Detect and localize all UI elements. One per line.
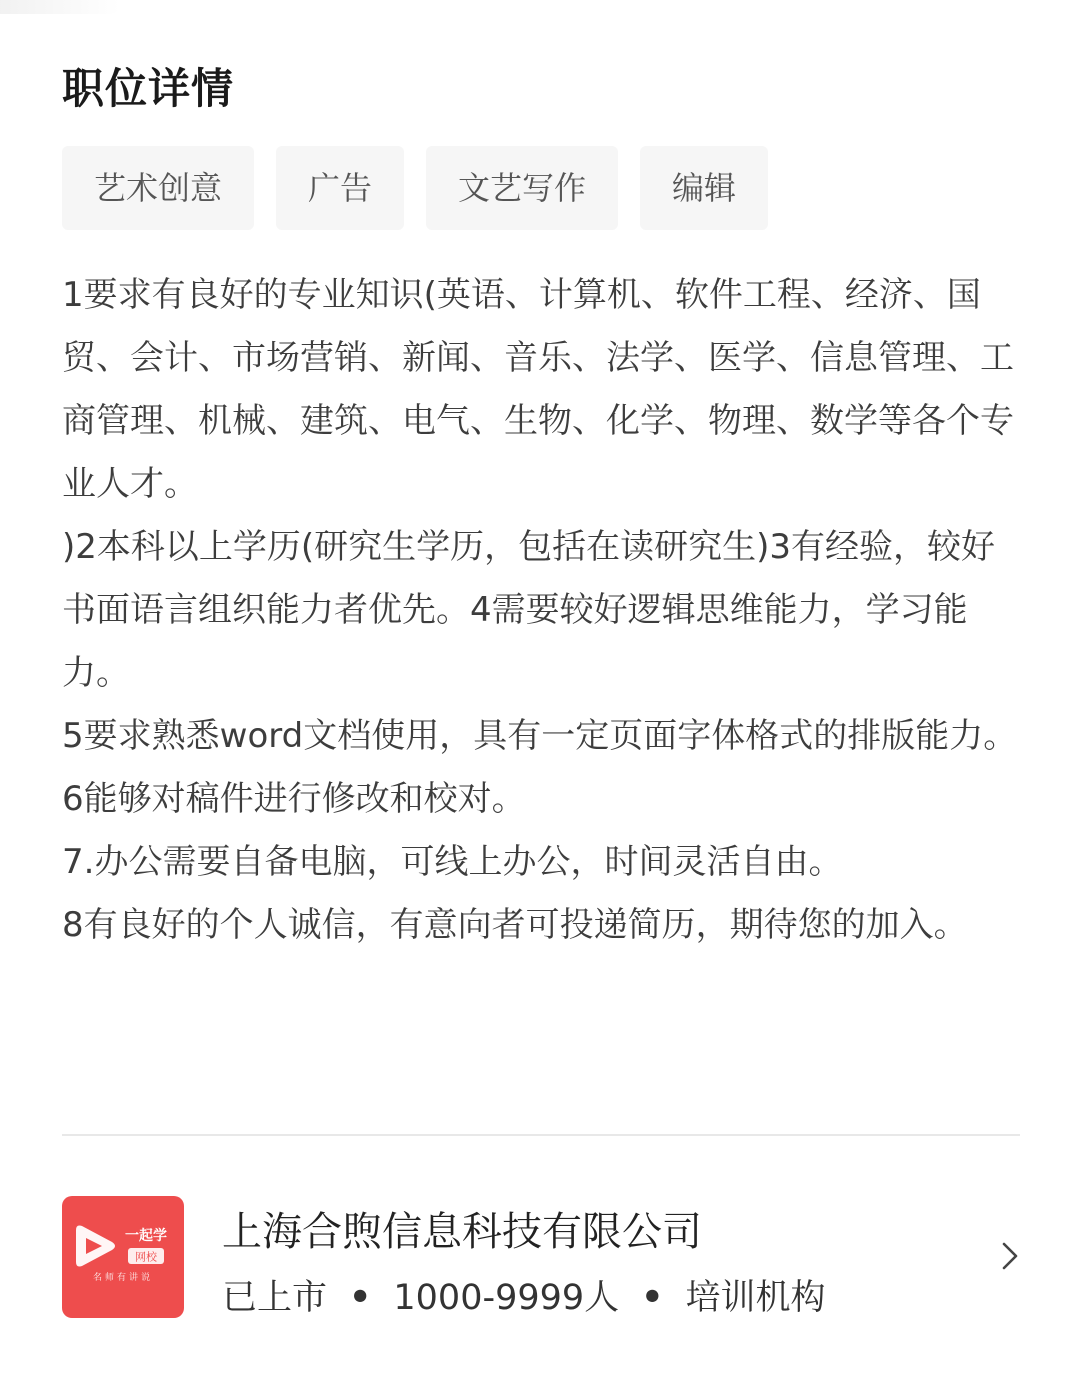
top-edge-shadow xyxy=(0,0,120,14)
tag-item[interactable]: 艺术创意 xyxy=(62,146,254,230)
company-card[interactable] xyxy=(62,1196,1022,1320)
meta-separator: • xyxy=(641,1278,664,1318)
description-paragraph: 1要求有良好的专业知识(英语、计算机、软件工程、经济、国贸、会计、市场营销、新闻、音乐、法学、医学、信息管理、工商管理、机械、建筑、电气、生物、化学、物理、数学等各个专业人才。 xyxy=(62,275,1014,504)
section-title: 职位详情 xyxy=(62,64,235,113)
description-paragraph: 8有良好的个人诚信，有意向者可投递简历，期待您的加入。 xyxy=(62,905,968,945)
meta-separator: • xyxy=(349,1278,372,1318)
company-industry: 培训机构 xyxy=(685,1278,826,1318)
company-logo xyxy=(62,1196,184,1318)
description-paragraph: 7.办公需要自备电脑，可线上办公，时间灵活自由。 xyxy=(62,842,843,882)
tag-item[interactable]: 编辑 xyxy=(640,146,768,230)
company-meta xyxy=(222,1270,826,1320)
logo-sub-text: 网校 xyxy=(135,1250,157,1264)
tag-list xyxy=(62,146,768,230)
description-paragraph: )2本科以上学历(研究生学历，包括在读研究生)3有经验，较好书面语言组织能力者优先。4需要较好逻辑思维能力，学习能力。 xyxy=(62,527,996,693)
job-description xyxy=(62,264,1022,957)
company-name: 上海合煦信息科技有限公司 xyxy=(222,1209,702,1255)
divider xyxy=(62,1134,1020,1136)
logo-brand-text: 一起学 xyxy=(125,1228,167,1244)
chevron-right-icon[interactable] xyxy=(998,1240,1022,1272)
description-paragraph: 6能够对稿件进行修改和校对。 xyxy=(62,779,526,819)
tag-item[interactable]: 文艺写作 xyxy=(426,146,618,230)
company-listing-status: 已上市 xyxy=(222,1278,328,1318)
logo-slogan: 名师有讲说 xyxy=(92,1273,154,1283)
tag-item[interactable]: 广告 xyxy=(276,146,404,230)
description-paragraph: 5要求熟悉word文档使用，具有一定页面字体格式的排版能力。 xyxy=(62,716,1018,756)
company-logo-graphic xyxy=(62,1196,184,1318)
company-size: 1000-9999人 xyxy=(393,1278,620,1318)
